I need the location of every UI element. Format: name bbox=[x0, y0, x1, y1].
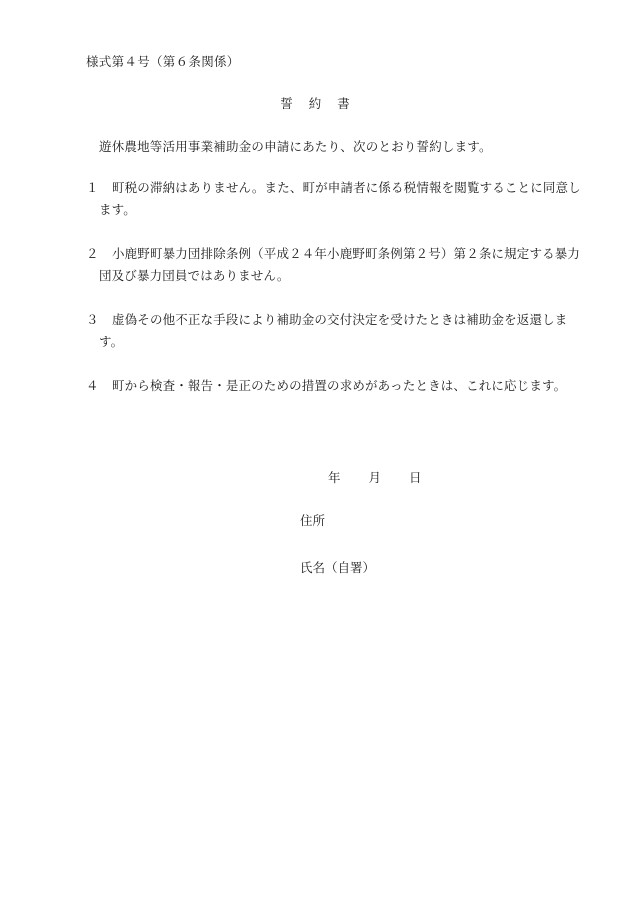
clause-text: 小鹿野町暴力団排除条例（平成２４年小鹿野町条例第２号）第２条に規定する暴力団及び暴力団員ではありません。 bbox=[99, 246, 581, 283]
clause-number: ３ bbox=[86, 312, 99, 327]
clause-item bbox=[86, 177, 582, 221]
address-label: 住所 bbox=[300, 513, 326, 528]
clause-text: 虚偽その他不正な手段により補助金の交付決定を受けたときは補助金を返還します。 bbox=[99, 312, 568, 349]
date-month-label: 月 bbox=[368, 470, 382, 485]
title-char: 書 bbox=[337, 96, 350, 111]
clause-number: １ bbox=[86, 180, 99, 195]
clause-number: ２ bbox=[86, 246, 99, 261]
clause-item bbox=[86, 309, 582, 353]
clause-text: 町から検査・報告・是正のための措置の求めがあったときは、これに応じます。 bbox=[112, 378, 567, 393]
clause-list bbox=[86, 177, 582, 419]
clause-text: 町税の滞納はありません。また、町が申請者に係る税情報を閲覧することに同意します。 bbox=[99, 180, 581, 217]
clause-number: ４ bbox=[86, 378, 99, 393]
intro-paragraph: 遊休農地等活用事業補助金の申請にあたり、次のとおり誓約します。 bbox=[99, 139, 492, 154]
date-day-label: 日 bbox=[409, 470, 422, 485]
document-title bbox=[0, 94, 630, 112]
signature-name-label: 氏名（自署） bbox=[300, 560, 376, 575]
form-number: 様式第４号（第６条関係） bbox=[86, 54, 240, 69]
date-line bbox=[328, 468, 422, 486]
date-year-label: 年 bbox=[328, 470, 341, 485]
title-char: 誓 bbox=[280, 96, 293, 111]
title-char: 約 bbox=[308, 96, 322, 111]
clause-item bbox=[86, 375, 582, 397]
clause-item bbox=[86, 243, 582, 287]
